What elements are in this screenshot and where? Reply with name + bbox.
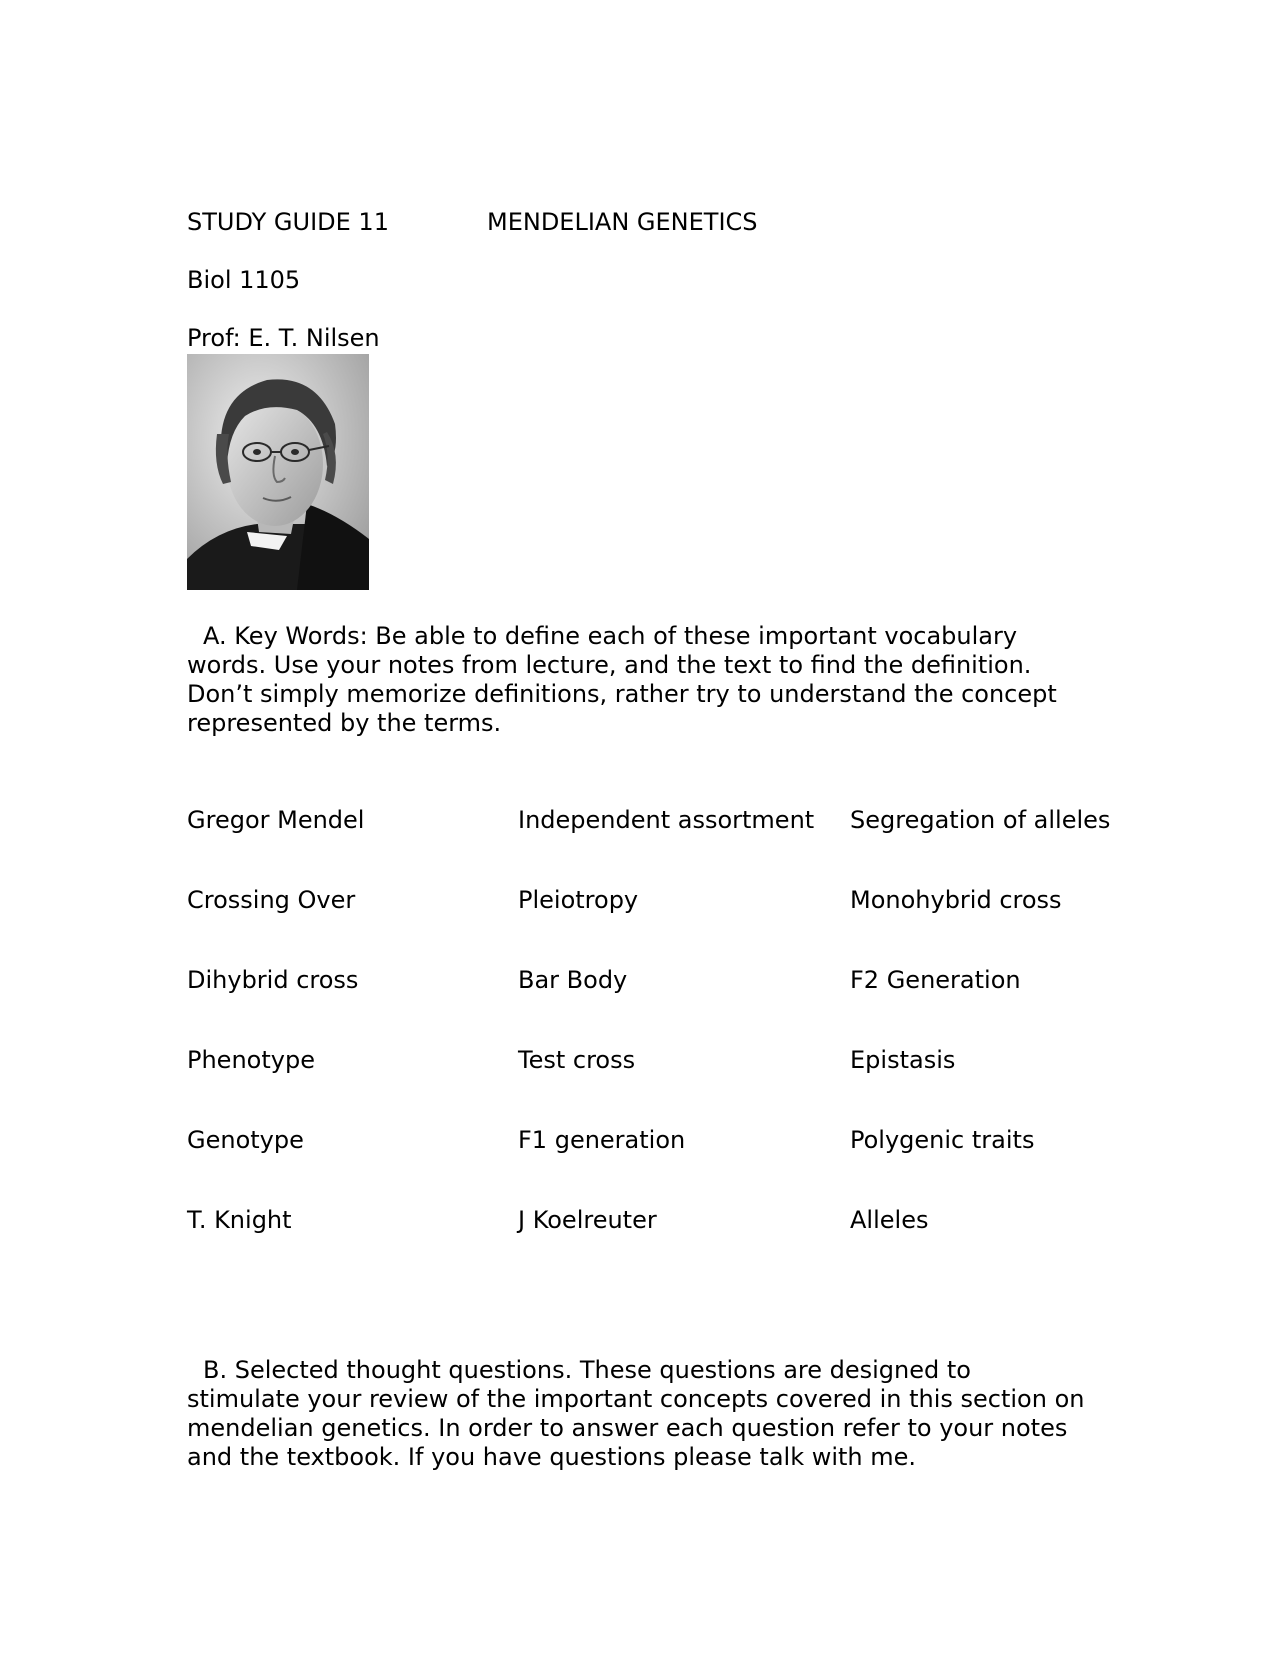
vocab-term: Crossing Over	[187, 886, 356, 914]
vocab-term: Monohybrid cross	[850, 886, 1062, 914]
vocab-term: F1 generation	[518, 1126, 686, 1154]
vocab-term: J Koelreuter	[518, 1206, 657, 1234]
vocab-term: F2 Generation	[850, 966, 1021, 994]
vocab-term: Phenotype	[187, 1046, 315, 1074]
vocab-term: Segregation of alleles	[850, 806, 1111, 834]
guide-topic: MENDELIAN GENETICS	[487, 208, 758, 236]
vocab-term: T. Knight	[187, 1206, 292, 1234]
course-code: Biol 1105	[187, 266, 301, 294]
section-b-instructions	[187, 1356, 1087, 1472]
vocab-term: Pleiotropy	[518, 886, 639, 914]
professor-name: Prof: E. T. Nilsen	[187, 324, 380, 352]
vocabulary-grid	[187, 806, 1147, 1286]
vocab-term: Bar Body	[518, 966, 628, 994]
vocab-term: Epistasis	[850, 1046, 956, 1074]
guide-label: STUDY GUIDE 11	[187, 208, 389, 236]
vocab-term: Gregor Mendel	[187, 806, 365, 834]
vocab-term: Independent assortment	[518, 806, 815, 834]
vocab-term: Dihybrid cross	[187, 966, 359, 994]
vocab-term: Test cross	[518, 1046, 636, 1074]
section-a-instructions	[187, 622, 1087, 738]
vocab-term: Polygenic traits	[850, 1126, 1035, 1154]
section-b-text: B. Selected thought questions. These questions are designed to stimulate your review of the important concepts covered in this section on mendelian genetics. In order to answer each question refer to your notes and the textbook. If you have questions please talk with me.	[187, 1356, 1085, 1471]
mendel-portrait	[187, 354, 369, 590]
vocab-term: Alleles	[850, 1206, 929, 1234]
vocab-term: Genotype	[187, 1126, 304, 1154]
section-a-text: A. Key Words: Be able to define each of these important vocabulary words. Use your notes from lecture, and the text to find the definition. Don’t simply memorize definitions, rather try to understand the concept represented by the terms.	[187, 622, 1057, 737]
